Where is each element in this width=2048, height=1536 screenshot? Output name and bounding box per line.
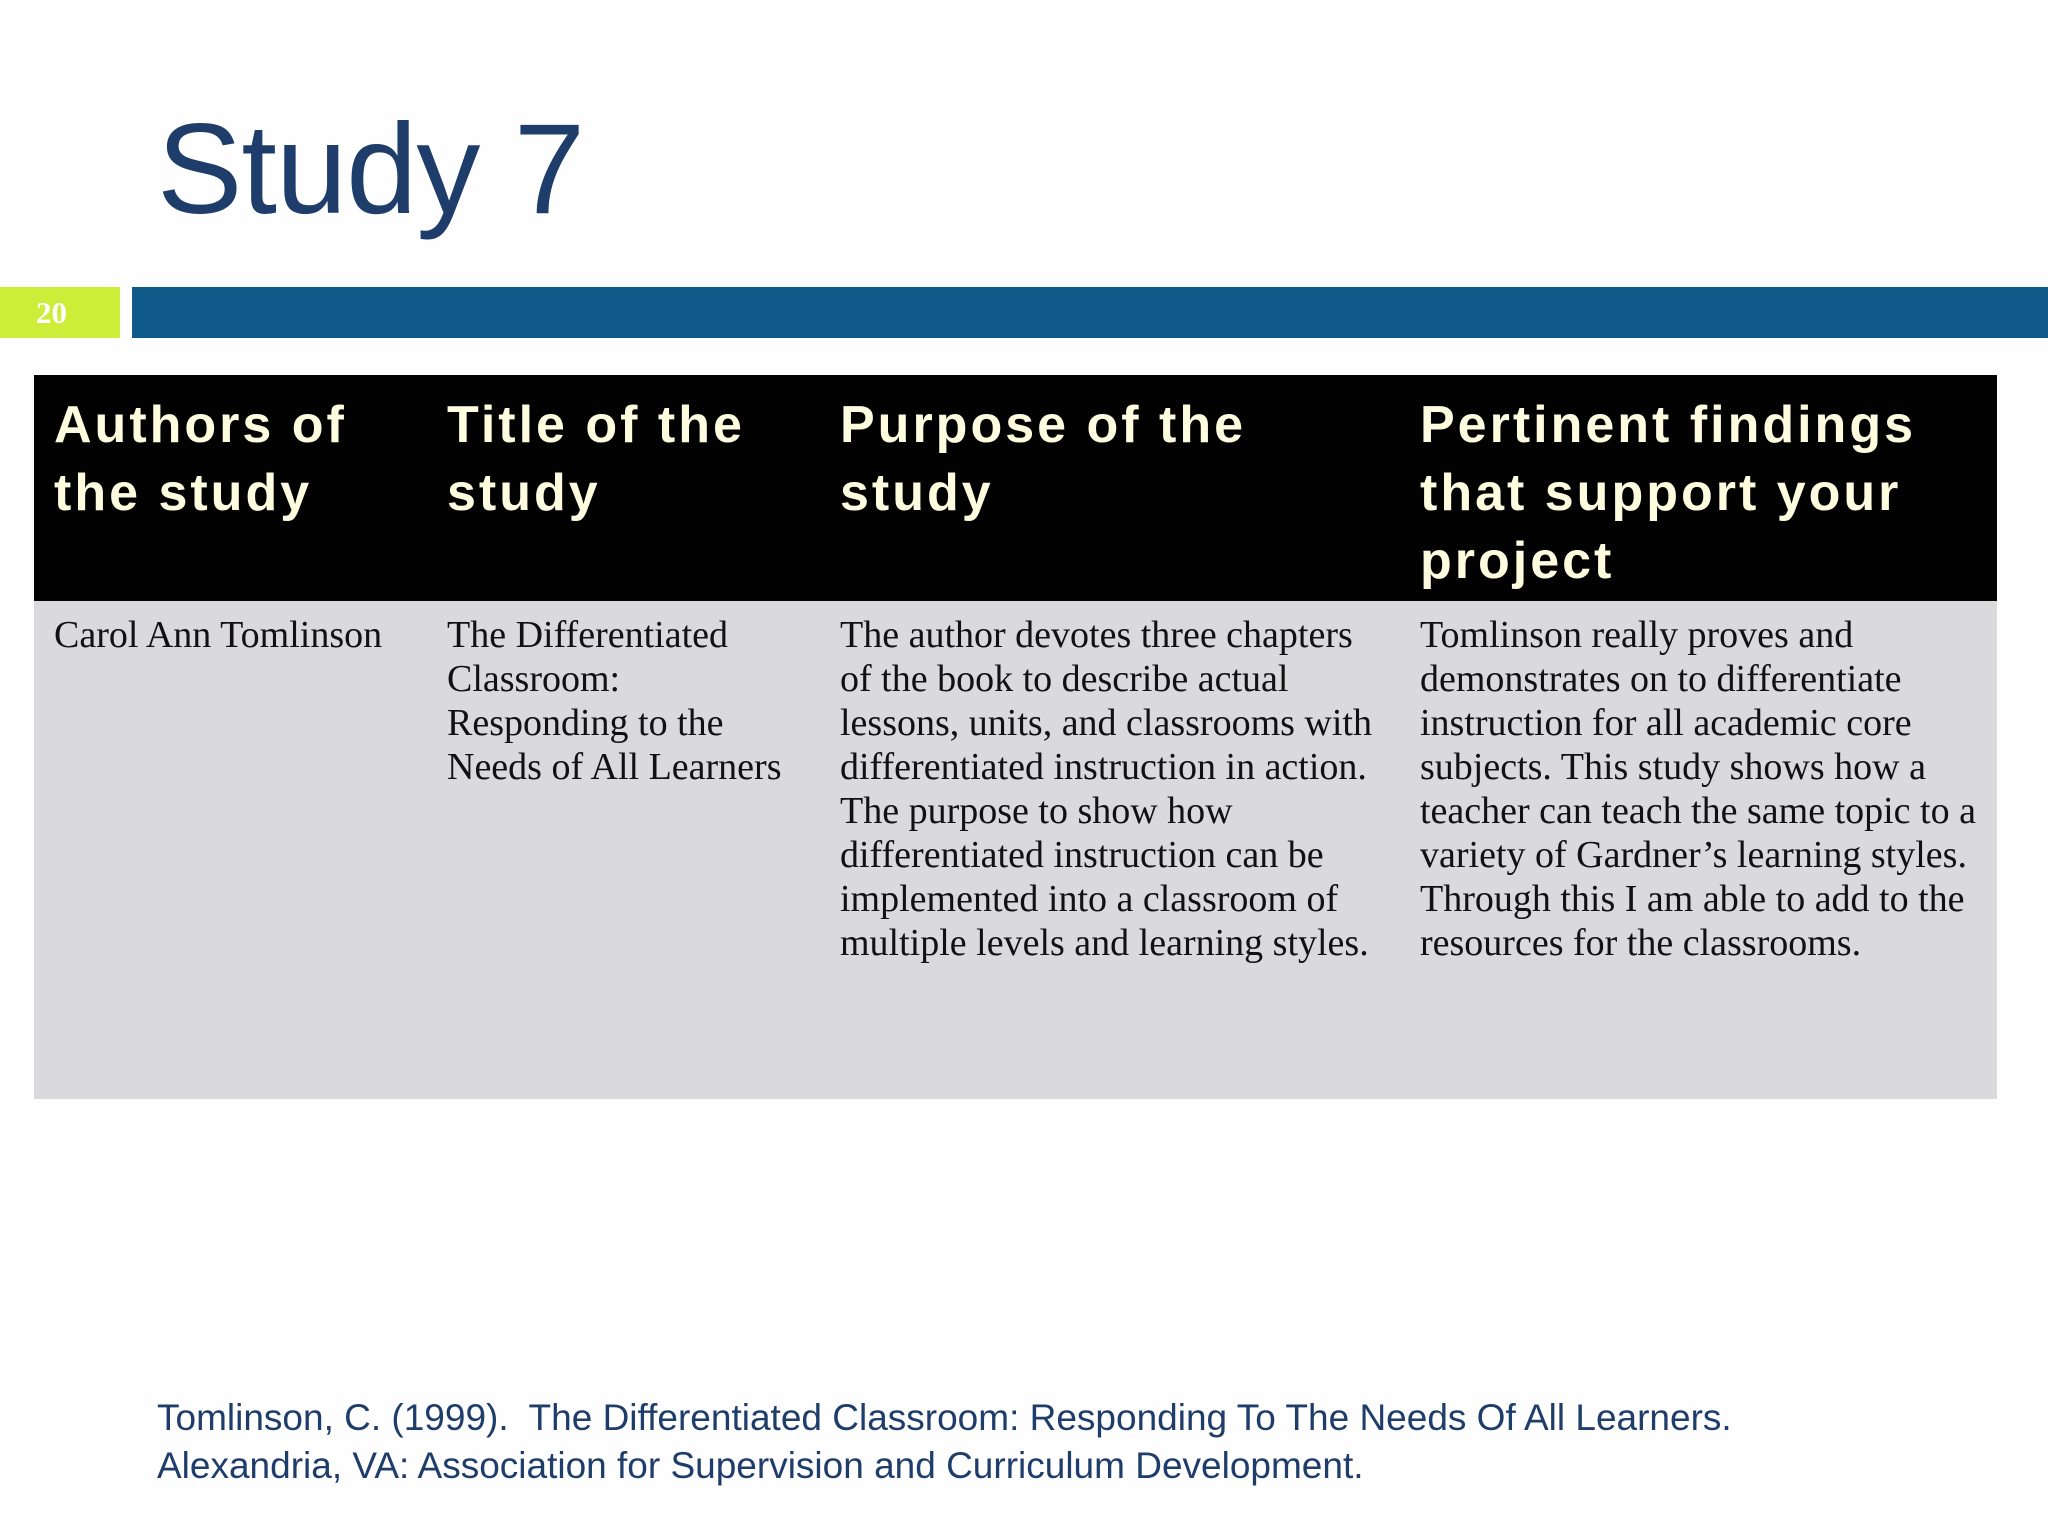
- slide-title: Study 7: [157, 98, 585, 241]
- study-table: [34, 375, 1997, 1099]
- header-title: Title of the study: [447, 396, 745, 522]
- cell-findings: Tomlinson really proves and demonstrates on to differentiate instruction for all academic core subjects. This study shows how a teacher can teach the same topic to a variety of Gardner’s learning styles. Through this I am able to add to the resources for the classrooms.: [1420, 614, 1976, 964]
- table-row: [34, 601, 1997, 1099]
- citation-line-2: Alexandria, VA: Association for Supervision and Curriculum Development.: [157, 1445, 1364, 1486]
- slide-number-badge: 20: [0, 287, 120, 338]
- header-purpose: Purpose of the study: [840, 396, 1247, 522]
- table-header-row: [34, 375, 1997, 601]
- cell-title: The Differentiated Classroom: Responding to the Needs of All Learners: [447, 614, 782, 788]
- accent-bar: [132, 287, 2048, 338]
- cell-purpose: The author devotes three chapters of the book to describe actual lessons, units, and classrooms with differentiated instruction in action. The purpose to show how differentiated instruction can be implemented into a classroom of multiple levels and learning styles.: [840, 614, 1372, 964]
- cell-authors: Carol Ann Tomlinson: [54, 614, 383, 656]
- citation-line-1: Tomlinson, C. (1999). The Differentiated Classroom: Responding To The Needs Of All Learners.: [157, 1397, 1732, 1438]
- citation: [157, 1394, 2017, 1490]
- header-authors: Authors of the study: [54, 396, 347, 522]
- header-findings: Pertinent findings that support your project: [1420, 396, 1916, 590]
